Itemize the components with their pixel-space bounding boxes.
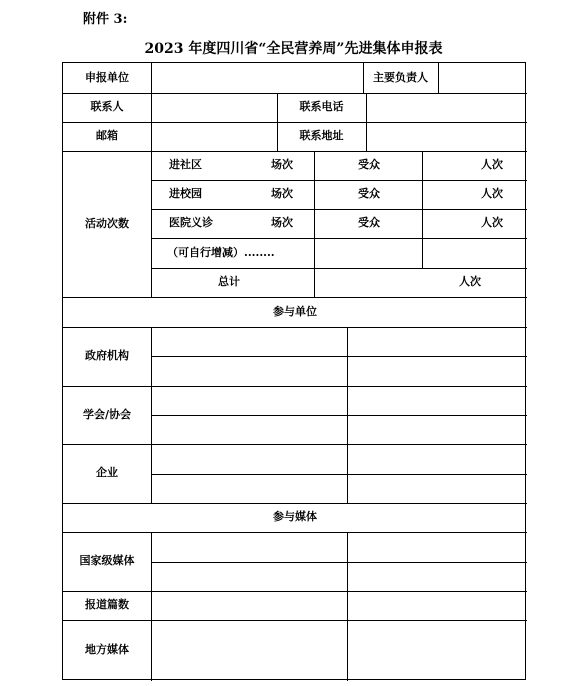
activity-count-label: 活动次数 bbox=[85, 217, 129, 230]
contact-phone-label: 联系电话 bbox=[299, 100, 344, 113]
audience-label: 受众 bbox=[358, 216, 380, 229]
participating-media-heading: 参与媒体 bbox=[273, 510, 317, 523]
custom-row-label: （可自行增减）........ bbox=[167, 246, 275, 259]
report-count-label: 报道篇数 bbox=[85, 598, 129, 611]
activity-venue: 医院义诊 bbox=[169, 216, 213, 229]
form-title: 2023 年度四川省“全民营养周”先进集体申报表 bbox=[144, 41, 443, 57]
contact-address-label: 联系地址 bbox=[299, 129, 344, 142]
association-label: 学会/协会 bbox=[82, 408, 132, 421]
total-label: 总计 bbox=[218, 275, 240, 288]
persons-unit: 人次 bbox=[481, 187, 503, 200]
audience-label: 受众 bbox=[358, 187, 380, 200]
enterprise-label: 企业 bbox=[96, 466, 118, 479]
activity-venue: 进校园 bbox=[169, 187, 202, 200]
email-label: 邮箱 bbox=[96, 129, 118, 142]
sessions-unit: 场次 bbox=[271, 187, 293, 200]
contact-person-label: 联系人 bbox=[90, 100, 124, 113]
annex-label: 附件 3: bbox=[83, 12, 128, 27]
audience-label: 受众 bbox=[358, 158, 380, 171]
local-media-label: 地方媒体 bbox=[85, 643, 129, 656]
persons-unit: 人次 bbox=[481, 216, 503, 229]
national-media-label: 国家级媒体 bbox=[79, 554, 135, 567]
application-form-table bbox=[62, 62, 526, 680]
sessions-unit: 场次 bbox=[271, 158, 293, 171]
activity-venue: 进社区 bbox=[169, 158, 202, 171]
persons-unit: 人次 bbox=[481, 158, 503, 171]
government-label: 政府机构 bbox=[85, 349, 129, 362]
applicant-unit-label: 申报单位 bbox=[85, 71, 129, 84]
participating-units-heading: 参与单位 bbox=[273, 305, 317, 318]
total-persons-unit: 人次 bbox=[459, 275, 481, 288]
main-leader-label: 主要负责人 bbox=[373, 71, 428, 84]
sessions-unit: 场次 bbox=[271, 216, 293, 229]
